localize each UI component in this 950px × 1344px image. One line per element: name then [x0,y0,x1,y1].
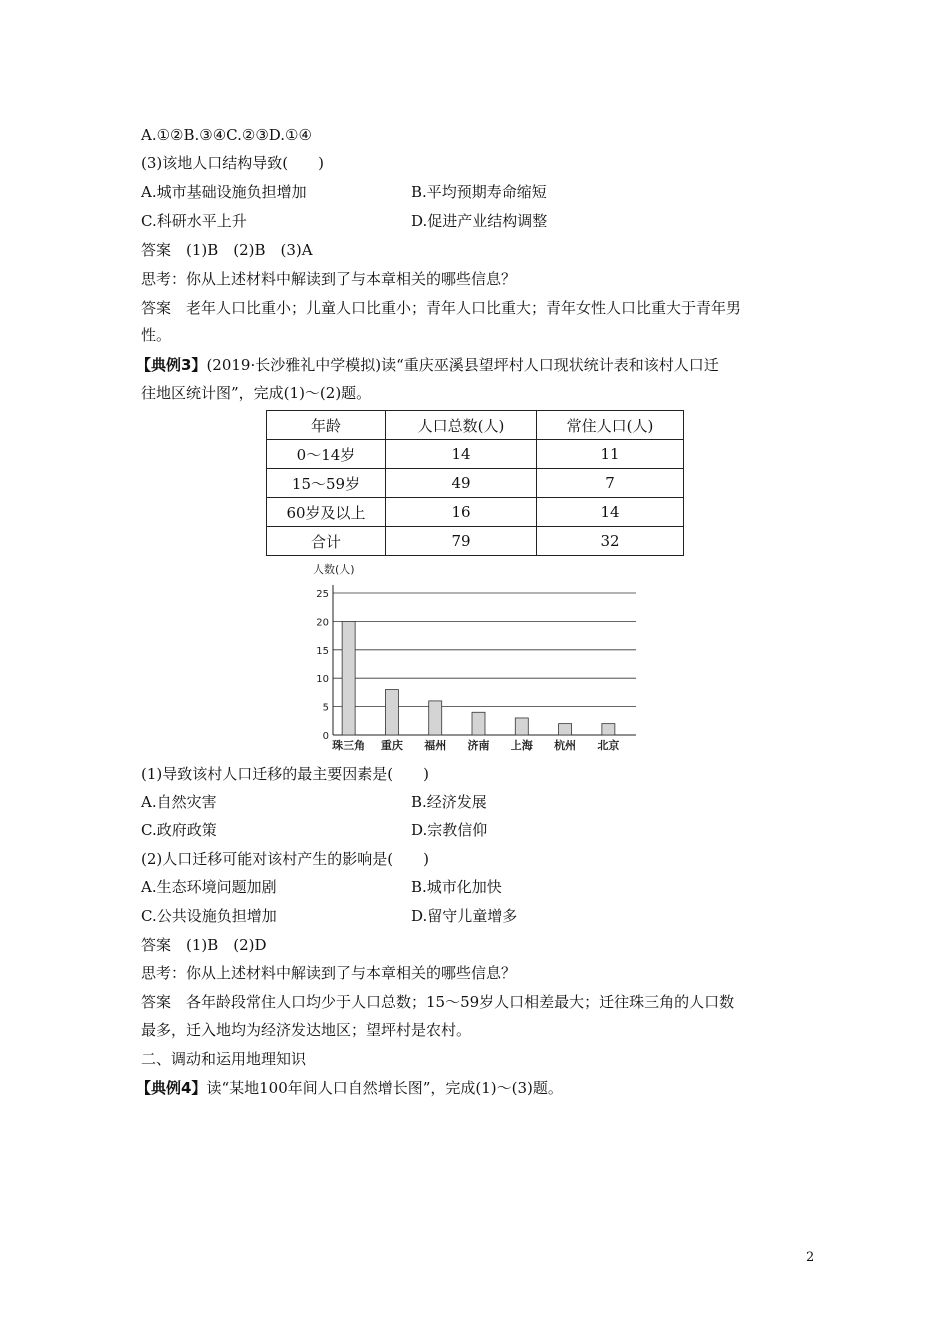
q2-option-d: D.留守儿童增多 [411,907,518,925]
prev-answer: 答案 (1)B (2)B (3)A [141,241,313,259]
options-row: A.①②B.③④C.②③D.①④ [141,126,312,144]
example3-intro-line2: 往地区统计图”，完成(1)～(2)题。 [141,384,372,402]
q1-option-c: C.政府政策 [141,821,217,839]
bar [602,724,615,735]
table-header: 常住人口(人) [537,411,684,440]
table-cell: 11 [537,440,684,469]
x-tick-label: 济南 [467,739,490,752]
table-cell: 7 [537,469,684,498]
table-cell: 79 [386,527,537,556]
table-row [267,498,684,527]
q3-option-c: C.科研水平上升 [141,212,247,230]
y-tick-label: 0 [322,731,329,742]
x-tick-label: 珠三角 [332,739,366,752]
prev-think-answer-line1: 答案 老年人口比重小；儿童人口比重小；青年人口比重大；青年女性人口比重大于青年男 [141,299,742,317]
prev-think: 思考：你从上述材料中解读到了与本章相关的哪些信息？ [141,270,517,288]
bar [429,701,442,735]
x-tick-label: 上海 [510,739,533,752]
table-header: 人口总数(人) [386,411,537,440]
x-tick-label: 杭州 [554,739,577,752]
q1-option-d: D.宗教信仰 [411,821,488,839]
example3-intro-text: (2019·长沙雅礼中学模拟)读“重庆巫溪县望坪村人口现状统计表和该村人口迁 [206,356,719,374]
q1-stem: (1)导致该村人口迁移的最主要因素是( ) [141,765,429,783]
example4-tag: 【典例4】 [136,1079,207,1097]
q2-option-c: C.公共设施负担增加 [141,907,277,925]
y-axis-label: 人数(人) [313,563,355,576]
y-tick-label: 20 [316,617,329,629]
y-tick-label: 15 [316,645,329,657]
population-table [266,410,684,556]
example3-answer: 答案 (1)B (2)D [141,936,267,954]
q1-option-b: B.经济发展 [411,793,487,811]
table-row [267,440,684,469]
table-row [267,527,684,556]
example4-intro [136,1078,563,1098]
x-tick-label: 福州 [424,739,447,752]
table-cell: 49 [386,469,537,498]
q3-option-b: B.平均预期寿命缩短 [411,183,547,201]
q2-option-a: A.生态环境问题加剧 [141,878,277,896]
q3-option-d: D.促进产业结构调整 [411,212,548,230]
bar [385,690,398,735]
q3-option-a: A.城市基础设施负担增加 [141,183,307,201]
table-cell: 16 [386,498,537,527]
q3-stem: (3)该地人口结构导致( ) [141,154,324,172]
bar [559,724,572,735]
bar [472,712,485,735]
q2-stem: (2)人口迁移可能对该村产生的影响是( ) [141,850,429,868]
q1-option-a: A.自然灾害 [141,793,217,811]
table-row [267,469,684,498]
table-cell: 14 [537,498,684,527]
table-cell: 0～14岁 [267,440,386,469]
example3-think: 思考：你从上述材料中解读到了与本章相关的哪些信息？ [141,964,517,982]
example3-tag: 【典例3】 [136,356,207,374]
table-cell: 32 [537,527,684,556]
x-tick-label: 北京 [597,739,620,752]
page-number: 2 [806,1250,815,1265]
y-tick-label: 25 [316,589,329,600]
y-tick-label: 5 [322,702,329,714]
example3-intro-line1 [136,355,719,375]
table-cell: 合计 [267,527,386,556]
bar [515,718,528,735]
q2-option-b: B.城市化加快 [411,878,502,896]
section-heading: 二、调动和运用地理知识 [141,1050,307,1068]
example4-intro-text: 读“某地100年间人口自然增长图”，完成(1)～(3)题。 [206,1079,563,1097]
table-cell: 60岁及以上 [267,498,386,527]
table-header: 年龄 [267,411,386,440]
table-header-row [267,411,684,440]
table-cell: 14 [386,440,537,469]
y-tick-label: 10 [316,674,329,686]
example3-think-answer-line2: 最多，迁入地均为经济发达地区；望坪村是农村。 [141,1021,472,1039]
migration-bar-chart [300,560,650,760]
bar [342,621,355,735]
table-cell: 15～59岁 [267,469,386,498]
example3-think-answer-line1: 答案 各年龄段常住人口均少于人口总数；15～59岁人口相差最大；迁往珠三角的人口数 [141,993,735,1011]
prev-think-answer-line2: 性。 [141,326,172,344]
x-tick-label: 重庆 [380,739,403,752]
